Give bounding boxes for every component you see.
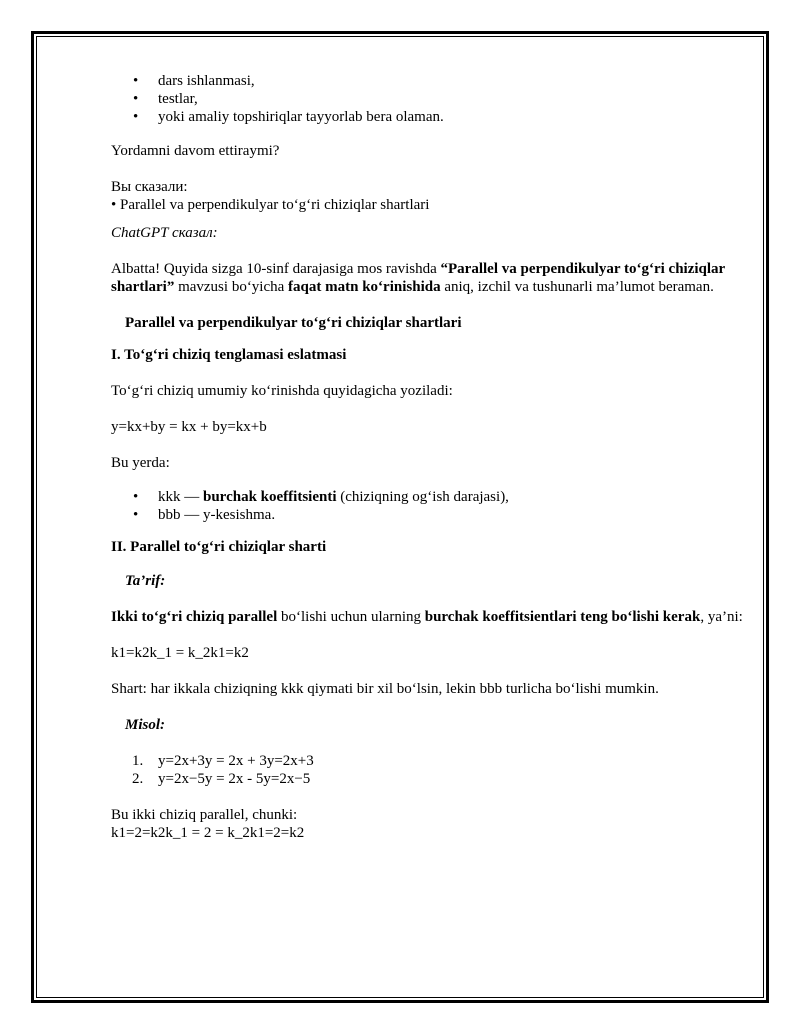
main-heading: Parallel va perpendikulyar to‘g‘ri chiziqlar shartlari <box>125 315 462 331</box>
assistant-label: ChatGPT сказал: <box>111 225 218 241</box>
list-item: • yoki amaliy topshiriqlar tayyorlab bera olaman. <box>133 109 444 125</box>
conclusion-line: Bu ikki chiziq parallel, chunki: <box>111 807 298 823</box>
example-label: Misol: <box>125 717 166 733</box>
user-message: • Parallel va perpendikulyar to‘g‘ri chiziqlar shartlari <box>111 197 430 213</box>
section2-heading: II. Parallel to‘g‘ri chiziqlar sharti <box>111 539 327 555</box>
definition-label: Ta’rif: <box>125 573 166 589</box>
section1-formula: y=kx+by = kx + by=kx+b <box>111 419 267 435</box>
example-list <box>111 752 751 788</box>
section2-formula: k1=k2k_1 = k_2k1=k2 <box>111 645 249 661</box>
bullet-icon: • <box>133 91 139 107</box>
list-item: • kkk — burchak koeffitsienti (chiziqning og‘ish darajasi), <box>133 489 509 505</box>
bullet-icon: • <box>133 489 139 505</box>
list-item: • bbb — y-kesishma. <box>133 507 276 523</box>
bullet-icon: • <box>133 507 139 523</box>
document-body <box>111 72 751 842</box>
list-item: • dars ishlanmasi, <box>133 73 255 89</box>
list-item: 1. y=2x+3y = 2x + 3y=2x+3 <box>132 753 314 769</box>
intro-paragraph: Albatta! Quyida sizga 10-sinf darajasiga mos ravishda “Parallel va perpendikulyar to‘g‘ri chiziqlar shartlari” mavzusi bo‘yicha faqat matn ko‘rinishida aniq, izchil va tushunarli ma’lumot beraman. <box>111 261 725 295</box>
bullet-icon: • <box>133 109 139 125</box>
list-item: • testlar, <box>133 91 198 107</box>
section1-heading: I. To‘g‘ri chiziq tenglamasi eslatmasi <box>111 347 347 363</box>
section1-list <box>111 488 751 524</box>
followup-question: Yordamni davom ettiraymi? <box>111 143 280 159</box>
definition-paragraph: Ikki to‘g‘ri chiziq parallel bo‘lishi uchun ularning burchak koeffitsientlari teng bo‘lishi kerak, ya’ni: <box>111 609 743 625</box>
condition-text: Shart: har ikkala chiziqning kkk qiymati bir xil bo‘lsin, lekin bbb turlicha bo‘lishi mumkin. <box>111 681 659 697</box>
user-label: Вы сказали: <box>111 179 188 195</box>
bullet-icon: • <box>133 73 139 89</box>
section1-line: To‘g‘ri chiziq umumiy ko‘rinishda quyidagicha yoziladi: <box>111 383 453 399</box>
conclusion-formula: k1=2=k2k_1 = 2 = k_2k1=2=k2 <box>111 825 305 841</box>
section1-where: Bu yerda: <box>111 455 170 471</box>
list-item: 2. y=2x−5y = 2x - 5y=2x−5 <box>132 771 311 787</box>
top-bullet-list <box>111 72 751 126</box>
